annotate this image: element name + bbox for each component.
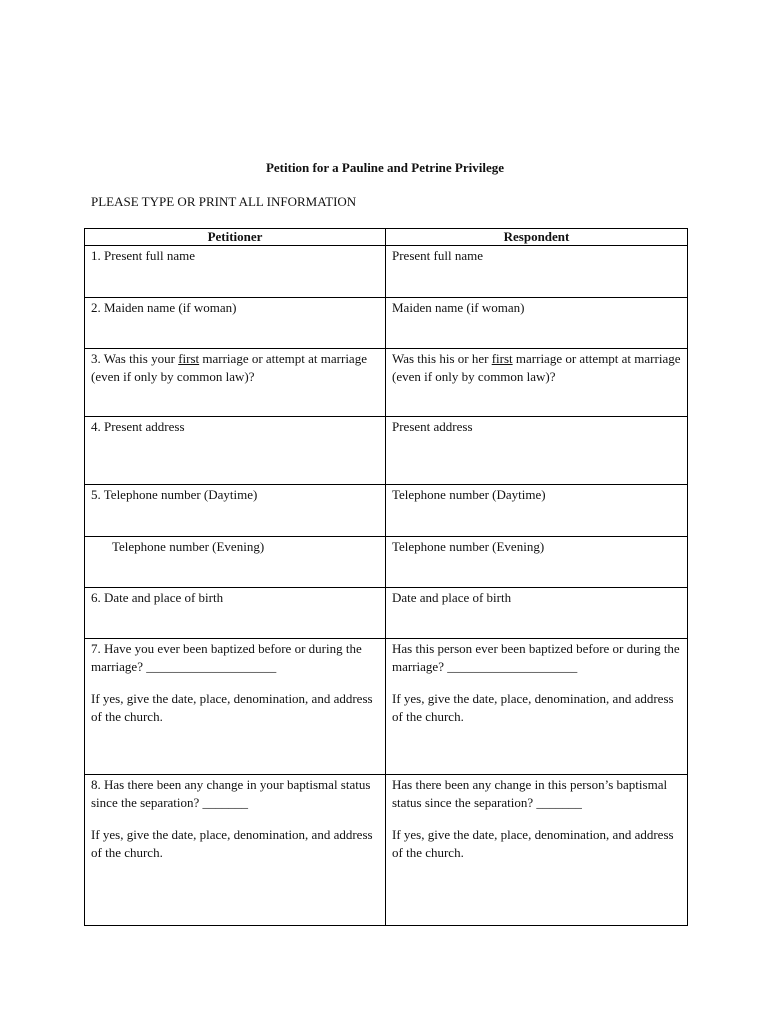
petitioner-phone-evening-field[interactable]	[85, 537, 386, 588]
field-label: Present full name	[392, 248, 483, 263]
table-row	[85, 417, 688, 485]
table-row	[85, 537, 688, 588]
petitioner-full-name-field[interactable]	[85, 246, 386, 298]
petitioner-first-marriage-field[interactable]	[85, 349, 386, 417]
table-row	[85, 588, 688, 639]
petitioner-baptism-change-field[interactable]	[85, 775, 386, 926]
question-text: Has this person ever been baptized before or during the marriage? ____________________	[392, 641, 680, 674]
emphasis-word: first	[178, 351, 200, 366]
field-label	[85, 775, 385, 861]
field-label: 6. Date and place of birth	[91, 590, 224, 605]
followup-text: If yes, give the date, place, denomination, and address of the church.	[91, 827, 373, 860]
petitioner-baptism-field[interactable]	[85, 639, 386, 775]
field-label: 5. Telephone number (Daytime)	[91, 487, 258, 502]
table-row	[85, 775, 688, 926]
petitioner-header: Petitioner	[85, 229, 386, 246]
table-row	[85, 298, 688, 349]
question-text: 7. Have you ever been baptized before or during the marriage? ____________________	[91, 641, 362, 674]
field-label: Telephone number (Evening)	[112, 539, 265, 554]
question-text: 8. Has there been any change in your baptismal status since the separation? _______	[91, 777, 371, 810]
table-row	[85, 246, 688, 298]
label-part: 3. Was this your	[91, 351, 179, 366]
respondent-birth-field[interactable]	[386, 588, 688, 639]
followup-text: If yes, give the date, place, denomination, and address of the church.	[392, 827, 674, 860]
respondent-address-field[interactable]	[386, 417, 688, 485]
field-label: Telephone number (Evening)	[392, 539, 545, 554]
document-title: Petition for a Pauline and Petrine Privilege	[265, 160, 505, 175]
table-row	[85, 639, 688, 775]
label-part: marriage or attempt at marriage (even if only by common law)?	[392, 351, 681, 384]
respondent-full-name-field[interactable]	[386, 246, 688, 298]
respondent-maiden-name-field[interactable]	[386, 298, 688, 349]
petitioner-birth-field[interactable]	[85, 588, 386, 639]
table-row	[85, 349, 688, 417]
emphasis-word: first	[491, 351, 513, 366]
petition-table	[84, 228, 688, 926]
respondent-baptism-change-field[interactable]	[386, 775, 688, 926]
label-part: Was this his or her	[392, 351, 492, 366]
followup-text: If yes, give the date, place, denomination, and address of the church.	[392, 691, 674, 724]
label-part: marriage or attempt at marriage (even if only by common law)?	[91, 351, 367, 384]
field-label: Maiden name (if woman)	[392, 300, 525, 315]
header-row	[85, 229, 688, 246]
field-label	[85, 349, 385, 385]
respondent-phone-evening-field[interactable]	[386, 537, 688, 588]
field-label: Present address	[392, 419, 473, 434]
table-row	[85, 485, 688, 537]
field-label: 2. Maiden name (if woman)	[91, 300, 237, 315]
field-label	[386, 775, 687, 861]
field-label: Telephone number (Daytime)	[392, 487, 546, 502]
respondent-baptism-field[interactable]	[386, 639, 688, 775]
petitioner-phone-day-field[interactable]	[85, 485, 386, 537]
field-label	[386, 349, 687, 385]
field-label	[85, 639, 385, 725]
field-label: 1. Present full name	[91, 248, 195, 263]
field-label	[386, 639, 687, 725]
question-text: Has there been any change in this person’s baptismal status since the separation? _______	[392, 777, 668, 810]
petitioner-address-field[interactable]	[85, 417, 386, 485]
field-label: 4. Present address	[91, 419, 185, 434]
instruction-text: PLEASE TYPE OR PRINT ALL INFORMATION	[91, 194, 357, 209]
petitioner-maiden-name-field[interactable]	[85, 298, 386, 349]
followup-text: If yes, give the date, place, denomination, and address of the church.	[91, 691, 373, 724]
field-label: Date and place of birth	[392, 590, 512, 605]
respondent-header: Respondent	[386, 229, 688, 246]
respondent-phone-day-field[interactable]	[386, 485, 688, 537]
respondent-first-marriage-field[interactable]	[386, 349, 688, 417]
